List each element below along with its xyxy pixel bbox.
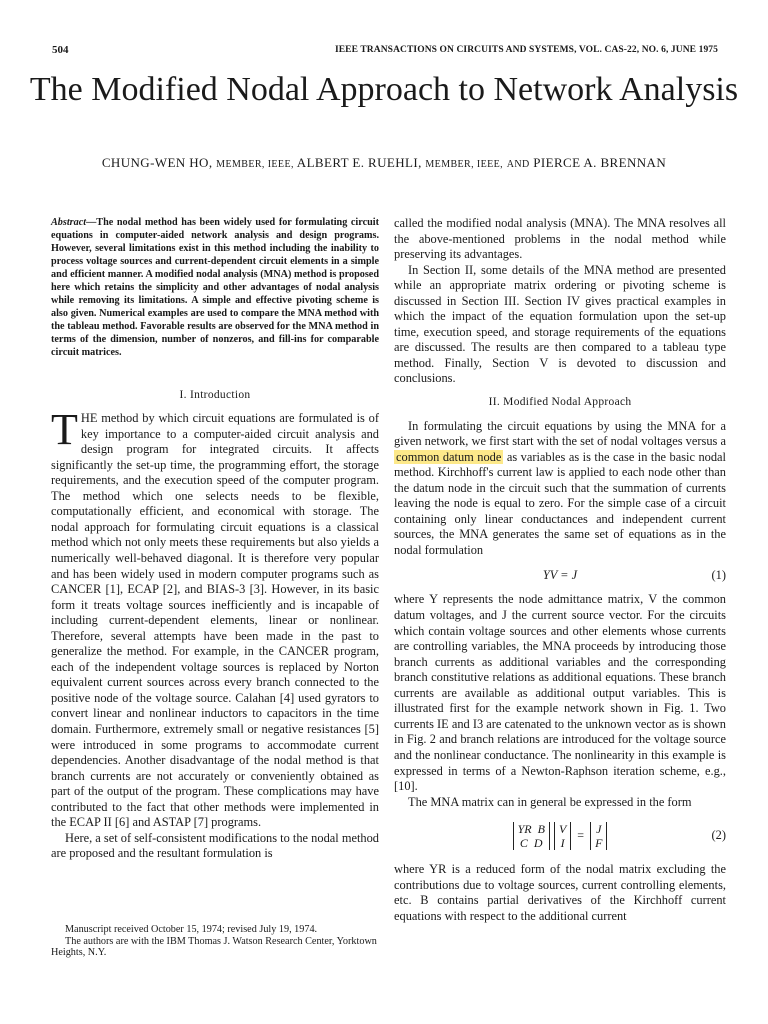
left-column [51, 216, 379, 862]
author-2-title: MEMBER, IEEE, [425, 159, 504, 170]
right-column [394, 216, 726, 924]
page-number: 504 [52, 44, 69, 56]
vector-unknowns: V I [554, 822, 571, 850]
equation-1-number: (1) [711, 567, 726, 582]
journal-header: IEEE TRANSACTIONS ON CIRCUITS AND SYSTEMS, VOL. CAS-22, NO. 6, JUNE 1975 [334, 45, 718, 55]
highlight-common-datum-node[interactable]: common datum node [396, 449, 502, 464]
abstract [51, 216, 379, 360]
section-heading-mna: II. Modified Nodal Approach [488, 396, 632, 409]
mna-paragraph-2: where Y represents the node admittance matrix, V the common datum voltages, and J the current source vector. For the circuits which contain voltage sources and other elements whose currents are controlling variables, the MNA proceeds by introducing those branch currents as additional variables and the corresponding branch constitutive relations as additional equations. These branch currents are available as additional output variables. This is illustrated first for the example network shown in Fig. 1. Two currents IE and I3 are catenated to the unknown vector as is shown in Fig. 2 and branch relations are introduced for the voltage source and the nonlinear conductance. The nonlinearity in this example is expressed in terms of a Newton-Raphson iteration scheme, e.g., [10]. [394, 592, 726, 794]
author-and: AND [506, 159, 530, 170]
abstract-label: Abstract [51, 217, 87, 228]
equation-2-body: YR B C D V I = J F [511, 822, 610, 850]
mna-paragraph-3: The MNA matrix can in general be expressed in the form [408, 794, 692, 809]
footnote [51, 924, 381, 959]
paper-title: The Modified Nodal Approach to Network Analysis [29, 71, 739, 108]
mna-paragraph-1-start: In formulating the circuit equations by using the MNA for a given network, we first start with the set of nodal voltages versus a [394, 418, 726, 449]
author-1: CHUNG-WEN HO, [101, 155, 213, 170]
mna-paragraph-1-end: as variables as is the case in the basic nodal method. Kirchhoff's current law is applied to each node other than the datum node in the circuit such that the summation of currents leaving the node is equal to zero. For the simple case of a circuit containing only linear conductances and independent current sources, the MNA generates the same set of equations as in the nodal formulation [394, 449, 726, 557]
vector-rhs: J F [590, 822, 607, 850]
matrix-system: YR B C D [513, 822, 550, 850]
right-paragraph-2: In Section II, some details of the MNA method are presented while an appropriate matrix ordering or pivoting scheme is discussed in Section III. Section IV gives practical examples in which the impact of the equation formulation upon the set-up time, execution speed, and storage requirements of the equations are discussed. The results are then compared to a tableau type method. Finally, Section V is devoted to discussion and conclusions. [394, 262, 726, 386]
footnote-received: Manuscript received October 15, 1974; revised July 19, 1974. [65, 924, 318, 935]
abstract-text: —The nodal method has been widely used for formulating circuit equations in computer-aided network analysis and design programs. However, several limitations exist in this method including the inability to process voltage sources and current-dependent circuit elements in a simple and efficient manner. A modified nodal analysis (MNA) method is proposed here which retains the simplicity and other advantages of nodal analysis while removing its limitations. A simple and effective pivoting scheme is also given. Numerical examples are used to compare the MNA method with the tableau method. Favorable results are observed for the MNA method in terms of the dimension, number of nonzeros, and fill-ins for comparable circuit matrices. [51, 217, 379, 359]
equation-1-body: YV = J [542, 567, 578, 582]
mna-paragraph-4: where YR is a reduced form of the nodal matrix excluding the contributions due to voltage sources, current controlling elements, etc. B contains partial derivatives of the Kirchhoff current equations with respect to the additional current [394, 862, 726, 923]
footnote-affiliation: The authors are with the IBM Thomas J. Watson Research Center, Yorktown Heights, N.Y. [51, 935, 377, 959]
mna-paragraph-1 [394, 419, 726, 559]
author-2: ALBERT E. RUEHLI, [296, 155, 422, 170]
intro-paragraph-2: Here, a set of self-consistent modifications to the nodal method are proposed and the resultant formulation is [51, 830, 379, 861]
author-1-title: MEMBER, IEEE, [216, 159, 294, 170]
author-3: PIERCE A. BRENNAN [533, 155, 667, 170]
intro-paragraph-1: THE method by which circuit equations are formulated is of key importance to a computer-aided circuit analysis and design program for integrated circuits. It affects significantly the set-up time, the programming effort, the storage requirements, and the execution speed of the computer program. The method which one selects needs to be flexible, computationally efficient, and economical with storage. The nodal approach for formulating circuit equations is a classical method which not only meets these requirements but also yields a numerically well-behaved diagonal. It is therefore very popular and has been widely used in modern computer programs such as CANCER [1], ECAP [2], and BIAS-3 [3]. However, in its basic form it treats voltage sources inefficiently and is incapable of including current-dependent elements, linear or nonlinear. Therefore, several attempts have been made in the past to generalize the method. For example, in the CANCER program, each of the independent voltage sources is replaced by Norton equivalent current sources across every branch connected to the positive node of the voltage source. Calahan [4] used gyrators to convert linear and nonlinear inductors to capacitors in the time domain. Furthermore, extremely small or negative resistances [5] were introduced in some programs to accommodate current dependencies. Another disadvantage of the nodal method is that branch currents are not accurately or conveniently obtained as part of the output of the program. These complications may have contributed to the fact that other methods were implemented in the ECAP II [6] and ASTAP [7] programs. [51, 405, 379, 830]
author-line [0, 155, 768, 171]
right-paragraph-1: called the modified nodal analysis (MNA). The MNA resolves all the above-mentioned problems in the nodal method while preserving its advantages. [394, 216, 726, 262]
equation-1 [394, 564, 726, 586]
equation-2-number: (2) [711, 828, 726, 843]
section-heading-introduction: I. Introduction [179, 388, 251, 401]
equation-2 [394, 816, 726, 856]
